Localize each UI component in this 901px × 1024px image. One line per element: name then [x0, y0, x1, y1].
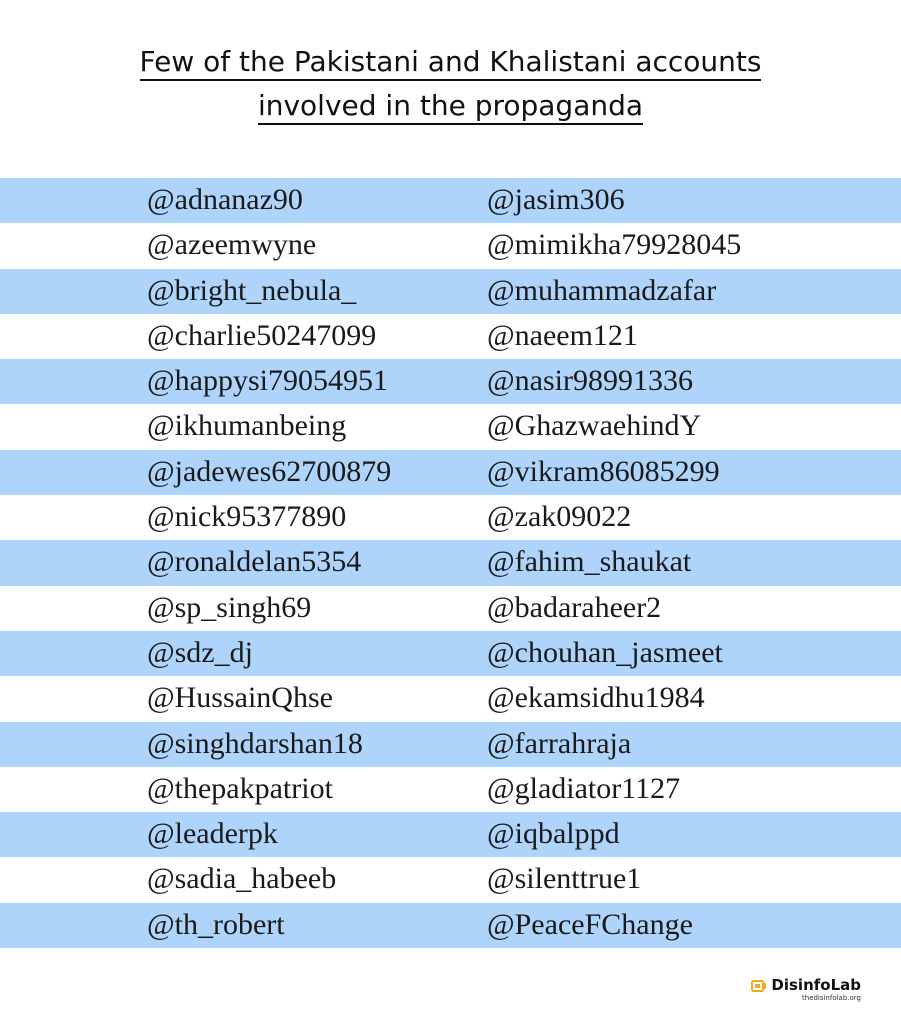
account-handle-right: @naeem121	[487, 318, 638, 352]
disinfolab-logo	[751, 976, 861, 1002]
account-handle-left: @happysi79054951	[147, 364, 388, 398]
account-handle-left: @adnanaz90	[147, 183, 303, 216]
table-row	[0, 359, 901, 404]
title-line-2: involved in the propaganda	[258, 89, 643, 125]
account-handle-left: @sp_singh69	[147, 590, 312, 624]
account-handle-left: @th_robert	[147, 907, 285, 941]
table-row	[0, 903, 901, 948]
account-handle-right: @ekamsidhu1984	[487, 681, 705, 715]
table-row	[0, 269, 901, 314]
account-handle-left: @singhdarshan18	[147, 726, 363, 760]
accounts-table	[0, 178, 901, 948]
table-row	[0, 676, 901, 721]
account-handle-right: @zak09022	[487, 500, 632, 534]
table-row	[0, 540, 901, 585]
table-row	[0, 857, 901, 902]
account-handle-left: @jadewes62700879	[147, 454, 392, 488]
account-handle-left: @bright_nebula_	[147, 273, 357, 307]
page-title	[0, 40, 901, 128]
table-row	[0, 631, 901, 676]
table-row	[0, 812, 901, 857]
table-row	[0, 586, 901, 631]
account-handle-left: @nick95377890	[147, 500, 347, 534]
table-row	[0, 495, 901, 540]
logo-url: thedisinfolab.org	[801, 994, 861, 1002]
account-handle-left: @HussainQhse	[147, 681, 333, 715]
account-handle-right: @nasir98991336	[487, 364, 693, 398]
table-row	[0, 404, 901, 449]
account-handle-right: @chouhan_jasmeet	[487, 635, 723, 669]
account-handle-right: @jasim306	[487, 183, 625, 216]
account-handle-left: @azeemwyne	[147, 228, 317, 262]
account-handle-right: @mimikha79928045	[487, 228, 742, 262]
account-handle-right: @badaraheer2	[487, 590, 662, 624]
account-handle-right: @silenttrue1	[487, 862, 642, 896]
account-handle-right: @fahim_shaukat	[487, 545, 692, 579]
table-row	[0, 314, 901, 359]
account-handle-right: @iqbalppd	[487, 817, 620, 851]
account-handle-left: @sdz_dj	[147, 635, 253, 669]
account-handle-left: @charlie50247099	[147, 318, 377, 352]
disinfolab-logo-icon	[751, 979, 767, 993]
account-handle-left: @ikhumanbeing	[147, 409, 347, 443]
table-row	[0, 223, 901, 268]
table-row	[0, 722, 901, 767]
table-row	[0, 178, 901, 223]
account-handle-right: @farrahraja	[487, 726, 632, 760]
table-row	[0, 450, 901, 495]
account-handle-left: @sadia_habeeb	[147, 862, 337, 896]
account-handle-left: @thepakpatriot	[147, 771, 333, 805]
account-handle-left: @leaderpk	[147, 817, 278, 851]
account-handle-right: @PeaceFChange	[487, 907, 693, 941]
account-handle-left: @ronaldelan5354	[147, 545, 362, 579]
account-handle-right: @gladiator1127	[487, 771, 681, 805]
account-handle-right: @GhazwaehindY	[487, 409, 702, 443]
table-row	[0, 767, 901, 812]
title-line-1: Few of the Pakistani and Khalistani accounts	[140, 45, 762, 81]
account-handle-right: @muhammadzafar	[487, 273, 717, 307]
account-handle-right: @vikram86085299	[487, 454, 720, 488]
logo-brand-name: DisinfoLab	[771, 976, 861, 994]
